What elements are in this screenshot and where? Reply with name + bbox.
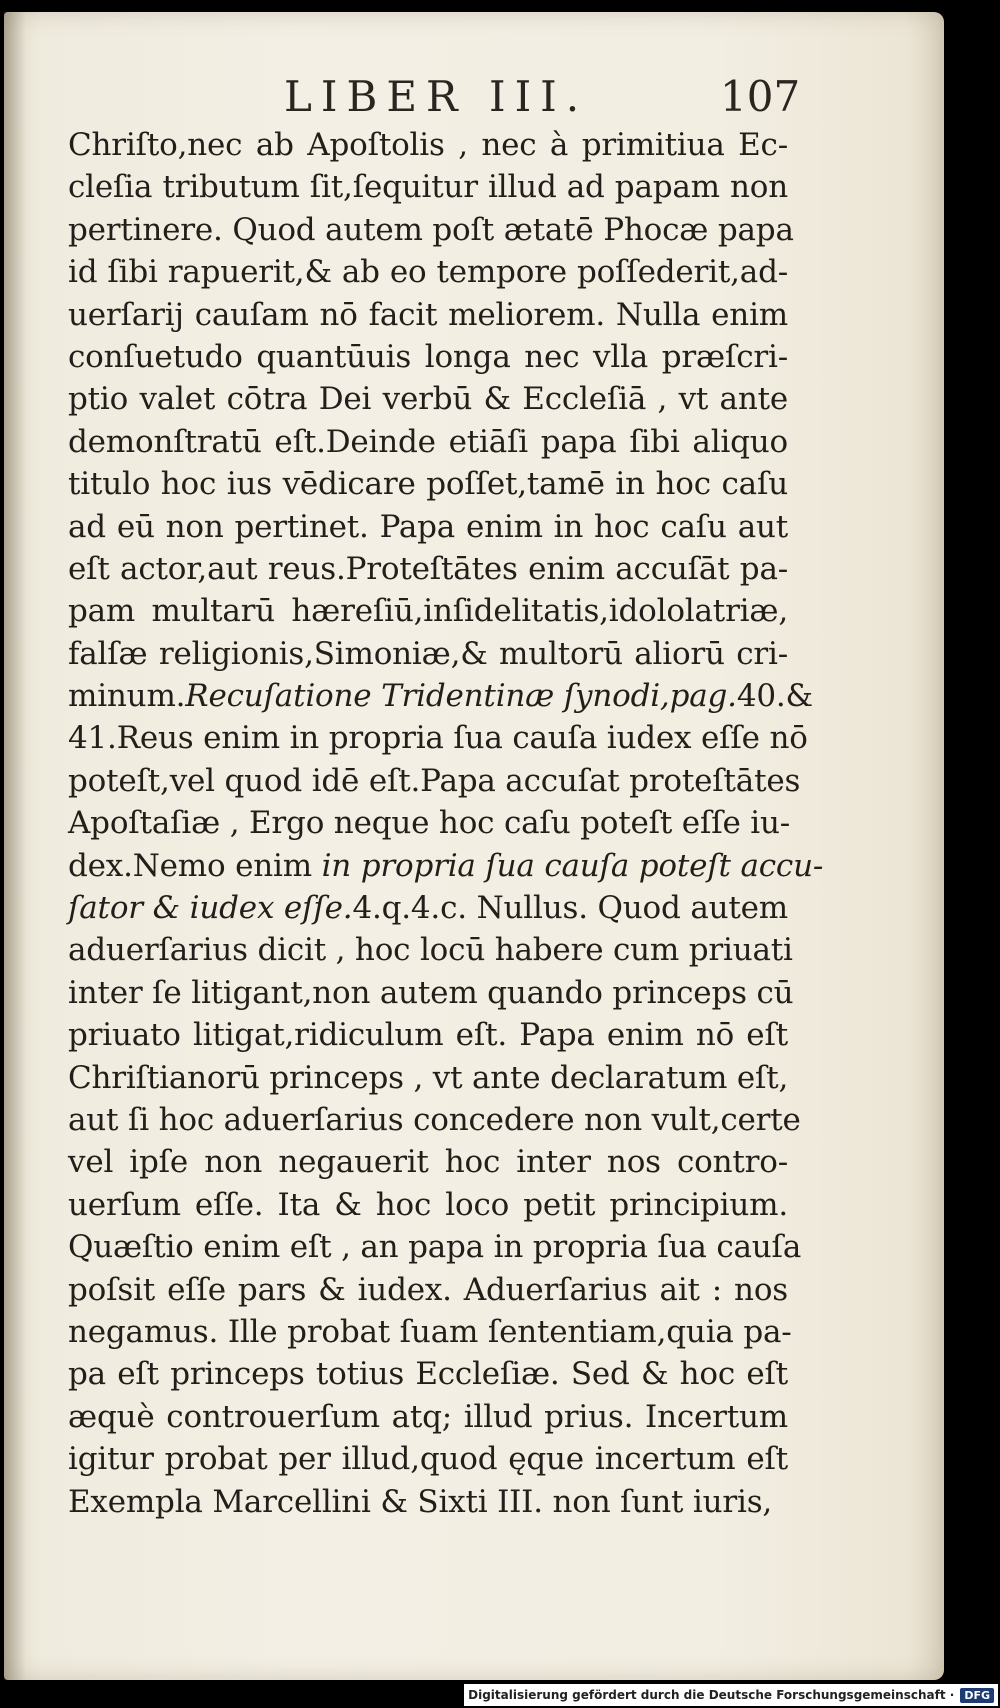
book-page (4, 12, 944, 1680)
text-line-citation (68, 675, 813, 717)
text-line: aduerſarius dicit , hoc locū habere cum priuati (68, 932, 793, 969)
text-line: pa eſt princeps totius Eccleſiæ. Sed & hoc eſt (68, 1356, 788, 1393)
text-line-quote (68, 887, 788, 929)
text-fragment: 4.q.4.c. Nullus. Quod autem (352, 890, 788, 927)
text-line: falſæ religionis,Simoniæ,& multorū aliorū cri- (68, 635, 788, 672)
text-line: aut ſi hoc aduerſarius concedere non vult,certe (68, 1101, 801, 1138)
text-fragment: dex.Nemo enim (68, 847, 322, 884)
text-fragment: minum. (68, 678, 186, 715)
text-line: id ſibi rapuerit,& ab eo tempore poſſederit,ad- (68, 254, 788, 291)
text-line: Quæſtio enim eſt , an papa in propria ſua cauſa (68, 1229, 802, 1266)
text-line: poteſt,vel quod idē eſt.Papa accuſat proteſtātes (68, 762, 801, 799)
text-line: negamus. Ille probat ſuam ſententiam,quia pa- (68, 1313, 792, 1350)
citation-italic: Recuſatione Tridentinæ ſynodi,pag. (185, 678, 737, 715)
text-line: Exempla Marcellini & Sixti III. non ſunt iuris, (68, 1483, 773, 1520)
text-line: ptio valet cōtra Dei verbū & Eccleſiā , vt ante (68, 381, 788, 418)
page-gutter-shadow (4, 12, 26, 1680)
text-line: vel ipſe non negauerit hoc inter nos contro- (68, 1144, 788, 1181)
text-line: inter ſe litigant,non autem quando princeps cū (68, 974, 794, 1011)
text-line: titulo hoc ius vēdicare poſſet,tamē in hoc caſu (68, 466, 788, 503)
text-line: uerſarij cauſam nō facit meliorem. Nulla enim (68, 296, 788, 333)
text-line: igitur probat per illud,quod ęque incertum eſt (68, 1441, 788, 1478)
text-line: poſsit eſſe pars & iudex. Aduerſarius ait : nos (68, 1271, 788, 1308)
running-title: LIBER III. (284, 72, 589, 121)
page-number: 107 (720, 72, 801, 121)
text-line: Apoſtaſiæ , Ergo neque hoc caſu poteſt eſſe iu- (68, 805, 791, 842)
dfg-logo: DFG (960, 1688, 994, 1703)
text-line: pertinere. Quod autem poſt ætatē Phocæ papa (68, 211, 794, 248)
body-text (68, 124, 824, 1523)
credit-text: Digitalisierung gefördert durch die Deutsche Forschungsgemeinschaft · (468, 1688, 955, 1702)
text-line: pam multarū hæreſiū,inſidelitatis,idololatriæ, (68, 593, 788, 630)
text-fragment: 40.& (736, 678, 813, 715)
text-line: eſt actor,aut reus.Proteſtātes enim accuſāt pa- (68, 550, 788, 587)
text-line: Chriſtianorū princeps , vt ante declaratum eſt, (68, 1059, 789, 1096)
text-line: conſuetudo quantūuis longa nec vlla præſcri- (68, 338, 788, 375)
text-line: uerſum eſſe. Ita & hoc loco petit principium. (68, 1186, 788, 1223)
text-line: cleſia tributum ſit,ſequitur illud ad papam non (68, 169, 788, 206)
text-line: æquè controuerſum atq; illud prius. Incertum (68, 1398, 788, 1435)
text-line-quote (68, 845, 824, 887)
digitization-credit (464, 1684, 998, 1706)
text-line: 41.Reus enim in propria ſua cauſa iudex eſſe nō (68, 720, 808, 757)
text-line: ad eū non pertinet. Papa enim in hoc caſu aut (68, 508, 788, 545)
text-line: priuato litigat,ridiculum eſt. Papa enim nō eſt (68, 1017, 788, 1054)
quote-italic: in propria ſua cauſa poteſt accu- (321, 847, 824, 884)
text-line: demonſtratū eſt.Deinde etiāſi papa ſibi aliquo (68, 423, 788, 460)
quote-italic: ſator & iudex eſſe. (68, 890, 353, 927)
text-line: Chriſto,nec ab Apoſtolis , nec à primitiua Ec- (68, 127, 788, 163)
running-head (4, 72, 944, 122)
